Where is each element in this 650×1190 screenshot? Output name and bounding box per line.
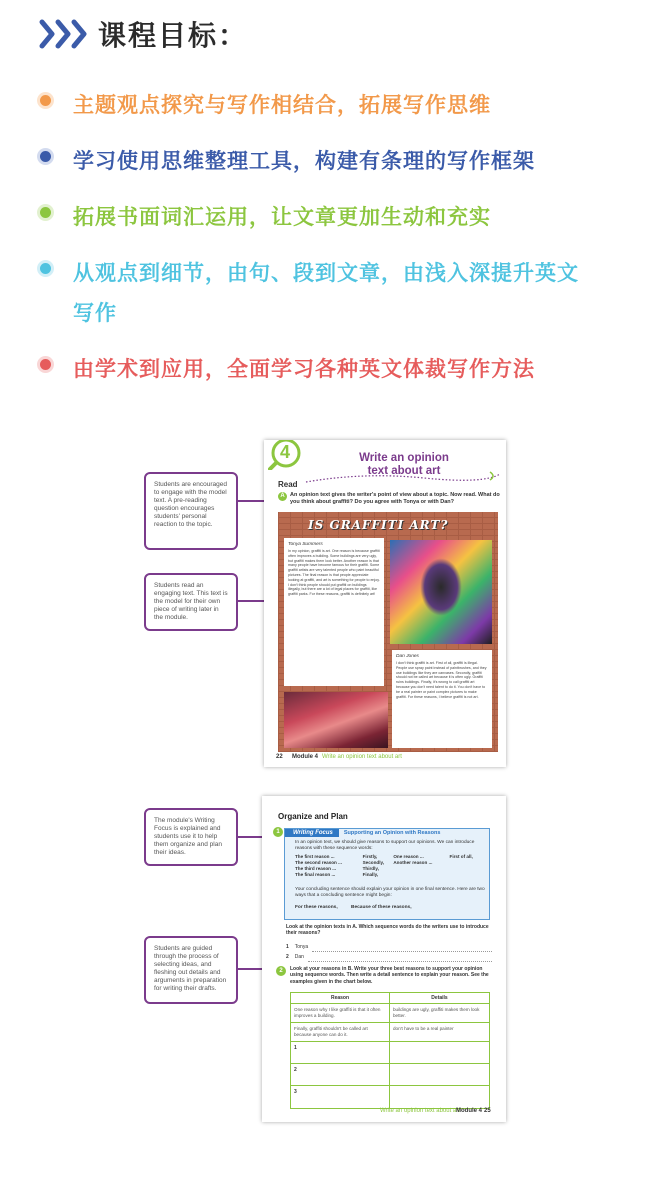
goal-item	[40, 85, 630, 125]
sequence-word: Firstly,	[362, 854, 378, 859]
opinion-text: In my opinion, graffiti is art. One reason is because graffiti often improves a building. Some buildings are very ugly, but graffiti makes them look better. Another reason is that many people have become famous for their graffiti. Some graffiti artists are very talented people who paint beautiful pictures. The final reason is that people appreciate looking at graffiti, and art is something for people to enjoy. I don't think people should put graffiti on buildings illegally, but there are a lot of legal places for graffiti, like graffiti parks. For these reasons, graffiti is definitely art!	[288, 549, 380, 597]
answer-lines	[286, 942, 492, 962]
goal-item	[40, 349, 630, 389]
answer-line[interactable]	[286, 942, 492, 952]
writing-focus-box	[276, 828, 490, 920]
sequence-word	[450, 872, 483, 878]
tunnel-photo	[284, 692, 388, 748]
activity-badge: A	[278, 492, 287, 501]
callout-box: The module's Writing Focus is explained and students use it to help them organize and plan their ideas.	[144, 808, 238, 866]
footer-module: Module 4	[292, 754, 319, 760]
mural-photo	[390, 540, 492, 644]
activity-badge: 2	[276, 966, 286, 976]
table-cell[interactable]	[291, 1086, 390, 1108]
sequence-word: One reason ...	[393, 854, 424, 859]
sequence-word: The second reason ...	[295, 860, 342, 865]
focus-paragraph: In an opinion text, we should give reasons to support our opinions. We can introduce reasons with these sequence words:	[295, 840, 475, 851]
row-number: 3	[294, 1089, 297, 1095]
sequence-word: Thirdly,	[362, 866, 379, 871]
table-cell: Finally, graffiti shouldn't be called art because anyone can do it.	[291, 1023, 390, 1041]
concluding-phrase: For these reasons,	[295, 905, 338, 910]
concluding-phrase: Because of these reasons,	[351, 905, 412, 910]
section-label: Organize and Plan	[278, 812, 348, 821]
section-header	[38, 14, 248, 54]
question-text: Look at your reasons in B. Write your three best reasons to support your opinion using sequence words. Then write a detail sentence to explain your reason. See the examples given in the chart below.	[290, 966, 489, 985]
focus-paragraph: Your concluding sentence should explain your opinion in one final sentence. Here are two ways that a concluding sentence might begin:	[295, 887, 485, 898]
bullet-dot-icon	[40, 151, 51, 162]
table-row	[291, 1004, 489, 1023]
textbook-page-read	[264, 440, 506, 767]
table-row-blank[interactable]	[291, 1064, 489, 1086]
sequence-word: Secondly,	[362, 860, 384, 865]
sequence-row	[295, 872, 483, 878]
footer-module: Module 4	[456, 1108, 483, 1114]
table-cell: buildings are ugly, graffiti makes them look better.	[393, 1007, 480, 1018]
table-cell[interactable]	[291, 1064, 390, 1085]
row-number: 1	[294, 1045, 297, 1051]
table-row	[291, 1023, 489, 1042]
callout-box: Students read an engaging text. This text is the model for their own piece of writing later in the module.	[144, 573, 238, 631]
instruction-text: An opinion text gives the writer's point of view about a topic. Now read. What do you think about graffiti? Do you agree with Tonya or with Dan?	[290, 492, 500, 505]
bullet-dot-icon	[40, 207, 51, 218]
sequence-word: The final reason ...	[295, 872, 336, 877]
graffiti-heading: IS GRAFFITI ART?	[308, 518, 449, 532]
opinion-card-dan	[392, 650, 492, 748]
chevron-triple-icon	[38, 16, 98, 52]
answer-number: 2	[286, 954, 289, 960]
question-text: Look at the opinion texts in A. Which sequence words do the writers use to introduce their reasons?	[286, 924, 489, 937]
table-row-blank[interactable]	[291, 1086, 489, 1108]
section-label: Read	[278, 480, 298, 489]
goal-list	[40, 85, 630, 405]
table-cell[interactable]	[390, 1086, 489, 1108]
answer-number: 1	[286, 944, 289, 950]
goal-text: 由学术到应用，全面学习各种英文体裁写作方法	[73, 357, 535, 381]
table-header: Reason	[291, 993, 390, 1003]
module-badge	[268, 440, 304, 470]
sequence-word: First of all,	[449, 854, 473, 859]
sequence-word: The first reason ...	[295, 854, 335, 859]
module-number: 4	[280, 442, 291, 462]
table-header: Details	[431, 995, 448, 1001]
bullet-dot-icon	[40, 95, 51, 106]
focus-label: Writing Focus	[285, 829, 339, 837]
goal-item	[40, 197, 630, 237]
author-name: Tonya Summers	[288, 542, 323, 547]
focus-title: Supporting an Opinion with Reasons	[343, 830, 441, 836]
footer-text: Write an opinion text about art	[380, 1108, 460, 1114]
sequence-word: Another reason ...	[393, 860, 433, 865]
footer-text: Write an opinion text about art	[322, 754, 402, 760]
answer-blank[interactable]	[312, 945, 492, 952]
page-number: 22	[276, 754, 283, 760]
reason-details-table	[290, 992, 490, 1109]
table-cell[interactable]	[291, 1042, 390, 1063]
bullet-dot-icon	[40, 263, 51, 274]
opinion-text: I don't think graffiti is art. First of all, graffiti is illegal. People use spray paint instead of paintbrushes, and they use buildings like they are canvases. Secondly, graffiti should not be called art because it is often ugly. Graffiti ruins buildings. Finally, it's wrong to call graffiti art because you don't need talent to do it. You don't have to be a real painter or paint complex pictures to make graffiti. For these reasons, I believe graffiti is not art.	[396, 661, 487, 699]
goal-text: 学习使用思维整理工具，构建有条理的写作框架	[73, 149, 535, 173]
sequence-words-table	[295, 854, 483, 878]
table-row-blank[interactable]	[291, 1042, 489, 1064]
goal-text: 从观点到细节，由句、段到文章，由浅入深提升英文写作	[73, 261, 579, 325]
page-number: 25	[484, 1108, 491, 1114]
row-number: 2	[294, 1067, 297, 1073]
goal-text: 主题观点探究与写作相结合，拓展写作思维	[73, 93, 491, 117]
goal-item	[40, 141, 630, 181]
table-cell: don't have to be a real painter	[393, 1026, 454, 1031]
textbook-page-plan	[262, 796, 506, 1122]
goal-item	[40, 253, 630, 333]
callout-box: Students are guided through the process of selecting ideas, and fleshing out details and arguments in preparation for writing their drafts.	[144, 936, 238, 1004]
answer-line[interactable]	[286, 952, 492, 962]
heading-line: Write an opinion	[359, 452, 449, 464]
sequence-word	[393, 872, 449, 878]
sequence-word: The third reason ...	[295, 866, 337, 871]
opinion-card-tonya	[284, 538, 384, 686]
goal-text: 拓展书面词汇运用，让文章更加生动和充实	[73, 205, 491, 229]
table-cell[interactable]	[390, 1042, 489, 1063]
callout-box: Students are encouraged to engage with the model text. A pre-reading question encourages students' personal reaction to the topic.	[144, 472, 238, 550]
brick-wall-panel	[278, 512, 498, 752]
concluding-phrases	[295, 905, 412, 910]
author-name: Dan Jones	[396, 654, 419, 659]
dotted-swirl-icon	[304, 470, 504, 484]
answer-name: Dan	[294, 954, 304, 960]
sequence-word: Finally,	[362, 872, 379, 877]
table-header-row	[291, 993, 489, 1004]
page-title: 课程目标：	[98, 19, 249, 52]
answer-blank[interactable]	[308, 955, 492, 962]
table-cell: One reason why I like graffiti is that it often improves a building.	[291, 1004, 390, 1022]
table-cell[interactable]	[390, 1064, 489, 1085]
answer-name: Tonya	[294, 944, 309, 950]
portrait-shape	[420, 558, 462, 616]
activity-badge: 1	[273, 827, 283, 837]
heading-line: text about art	[367, 465, 441, 477]
bullet-dot-icon	[40, 359, 51, 370]
focus-header	[285, 829, 440, 837]
